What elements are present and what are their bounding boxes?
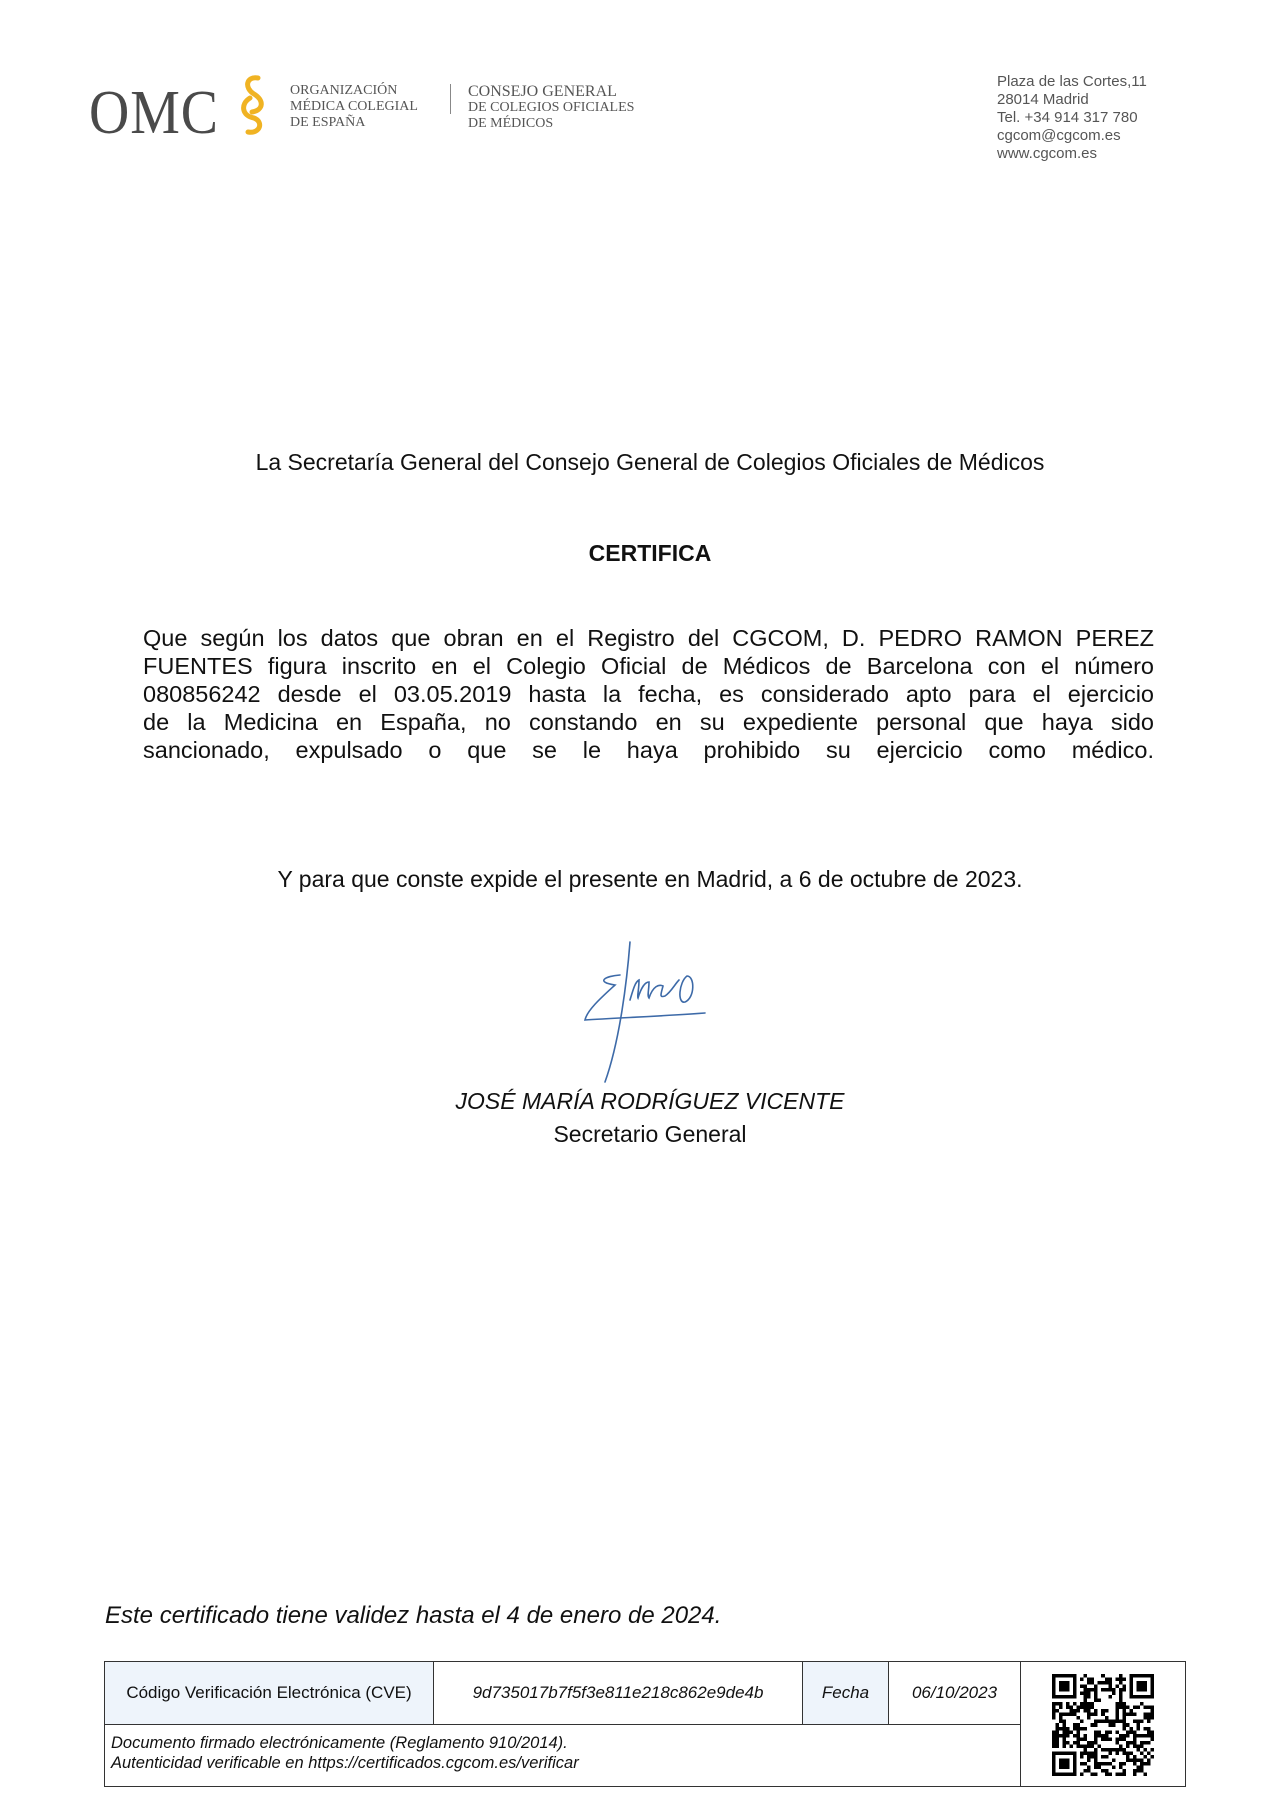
cve-value: 9d735017b7f5f3e811e218c862e9de4b [434, 1662, 803, 1724]
address-line: 28014 Madrid [997, 91, 1089, 108]
org-name [290, 83, 418, 131]
heading: CERTIFICA [588, 540, 712, 566]
body-line: 080856242 desde el 03.05.2019 hasta la fecha, es considerado apto para el ejercicio [143, 681, 1154, 707]
omc-logo: OMC [89, 79, 219, 147]
body-line: de la Medicina en España, no constando en su expediente personal que haya sido [143, 709, 1154, 735]
closing-text: Y para que conste expide el presente en Madrid, a 6 de octubre de 2023. [277, 866, 1023, 892]
cgcom-line: DE COLEGIOS OFICIALES [468, 100, 635, 115]
cgcom-line: DE MÉDICOS [468, 116, 554, 131]
note-line: Documento firmado electrónicamente (Reglamento 910/2014). [111, 1734, 568, 1752]
org-line: ORGANIZACIÓN [290, 83, 398, 98]
org-line: MÉDICA COLEGIAL [290, 99, 418, 114]
certificate-body [143, 624, 1154, 764]
qr-code[interactable] [1051, 1674, 1155, 1776]
cgcom-name [468, 84, 634, 132]
date-value: 06/10/2023 [889, 1662, 1021, 1724]
address-line: Plaza de las Cortes,11 [997, 73, 1147, 90]
address-block [997, 73, 1147, 163]
website: www.cgcom.es [997, 145, 1098, 162]
signer-name: JOSÉ MARÍA RODRÍGUEZ VICENTE [455, 1088, 845, 1114]
org-line: DE ESPAÑA [290, 115, 366, 130]
verification-table [104, 1661, 1186, 1787]
email: cgcom@cgcom.es [997, 127, 1121, 144]
cve-label: Código Verificación Electrónica (CVE) [105, 1662, 434, 1724]
section-sign-logo-icon [238, 72, 268, 138]
verify-url: Autenticidad verificable en https://certificados.cgcom.es/verificar [111, 1754, 579, 1772]
intro-text: La Secretaría General del Consejo General de Colegios Oficiales de Médicos [255, 449, 1045, 475]
date-label: Fecha [803, 1662, 889, 1724]
body-line: FUENTES figura inscrito en el Colegio Oficial de Médicos de Barcelona con el número [143, 653, 1154, 679]
cgcom-line: CONSEJO GENERAL [468, 83, 617, 100]
signature-note [105, 1724, 1021, 1786]
signature [575, 940, 715, 1085]
validity-note: Este certificado tiene validez hasta el 4 de enero de 2024. [105, 1602, 722, 1629]
signer-role: Secretario General [553, 1121, 747, 1147]
body-line: sancionado, expulsado o que se le haya prohibido su ejercicio como médico. [143, 737, 1154, 763]
logo-divider [450, 84, 451, 114]
phone: Tel. +34 914 317 780 [997, 109, 1138, 126]
body-line: Que según los datos que obran en el Registro del CGCOM, D. PEDRO RAMON PEREZ [143, 625, 1154, 651]
